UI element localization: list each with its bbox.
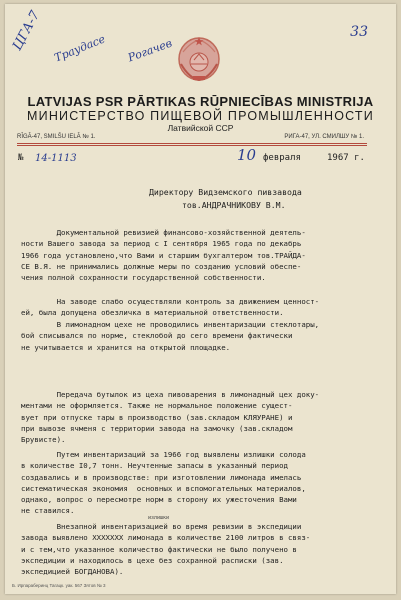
letterhead-divider-thin	[17, 145, 367, 146]
addressee-line-1: Директору Видземского пивзавода	[149, 187, 302, 197]
paragraph-5	[21, 449, 383, 517]
reference-month: февраля	[263, 153, 301, 163]
text-line: Брувисте).	[21, 435, 66, 445]
handwritten-note-2: Рогачев	[126, 36, 174, 65]
letterhead-divider	[17, 143, 367, 144]
text-line: в количестве I0,7 тонн. Неучтенные запасы в указанный период	[21, 461, 288, 471]
text-line: ментами не оформляется. Также не нормальное положение сущест-	[21, 401, 293, 411]
reference-year: 1967 г.	[327, 153, 365, 163]
text-line: вует при отпуске тары в производство (зав.складом КЛЯУРАНЕ) и	[21, 412, 293, 422]
paragraph-4	[21, 389, 383, 445]
text-line: экспедицией БОГДАНОВА).	[21, 567, 124, 577]
text-line: Путем инвентаризаций за 1966 год выявлены излишки солода	[21, 450, 306, 459]
reference-day: 10	[237, 146, 257, 164]
paragraph-6	[21, 521, 383, 577]
letterhead-address-latvian: RĪGĀ-47, SMILŠU IELĀ № 1.	[17, 134, 96, 140]
text-line: 1966 года установлено,что Вами и старшим бухгалтером тов.ТРАЙДА-	[21, 250, 306, 260]
addressee-line-2: тов.АНДРАЧНИКОВУ В.М.	[182, 200, 286, 210]
text-line: чения полной сохранности государственной собственности.	[21, 273, 266, 283]
text-line: не ставился.	[21, 506, 75, 516]
handwritten-archive-mark: ЦГА-7	[10, 8, 44, 54]
handwritten-sheet-number: 33	[350, 24, 368, 40]
text-line: В лимонадном цехе не проводились инвентаризации стеклотары,	[21, 319, 320, 329]
reference-number: 14-1113	[35, 153, 77, 164]
text-line: при вывозе ячменя с территории завода на замочку (зав.складом	[21, 423, 293, 433]
text-line: бой списывался по норме, стеклобой до сего времени фактически	[21, 330, 293, 340]
text-line: систематическая экономия основных и вспомогательных материалов,	[21, 483, 306, 493]
letterhead-latvian-title: LATVIJAS PSR PĀRTIKAS RŪPNIECĪBAS MINISTRIJA	[27, 94, 374, 109]
reference-number-label: №	[18, 153, 24, 163]
paragraph-2	[21, 296, 383, 341]
letterhead-republic: Латвийской ССР	[167, 123, 234, 133]
letterhead-address-russian: РИГА-47, УЛ. СМИЛШУ № 1.	[284, 134, 364, 140]
state-emblem-icon	[175, 34, 223, 84]
text-line: Внезапной инвентаризацией во время ревизии в экспедиции	[21, 522, 302, 531]
paragraph-1	[21, 227, 383, 283]
text-line: ности Вашего завода за период с I сентября 1965 года по декабрь	[21, 239, 302, 249]
print-footer: Б. Ирпараберинц Тагацк. уак. 567 Зятов № 3	[12, 583, 106, 588]
text-line: Документальной ревизией финансово-хозяйственной деятель-	[21, 228, 306, 237]
inserted-word: излишки	[148, 515, 170, 521]
letterhead-russian-title: МИНИСТЕРСТВО ПИЩЕВОЙ ПРОМЫШЛЕННОСТИ	[27, 109, 374, 123]
text-line: На заводе слабо осуществляли контроль за движением ценност-	[21, 297, 320, 306]
handwritten-note-1: Траудасе	[52, 32, 108, 65]
text-line: создавались и в производстве: при изготовлении лимонада имелась	[21, 472, 302, 482]
text-line: СЕ В.Я. не принимались должные меры по созданию условий обеспе-	[21, 261, 302, 271]
text-line: экспедиции и находилось в цехе без сохранной расписки (зав.	[21, 555, 284, 565]
text-line: завода выявлено ХХХХХХХ лимонада в количестве 2100 литров в связ-	[21, 533, 311, 543]
text-line: однако, вопрос о пересмотре норм в сторону их ужесточения Вами	[21, 495, 297, 505]
text-line: не учитывается и хранится на открытой площадке.	[21, 343, 231, 352]
text-line: и с тем,что указанное количество фактически не было получено в	[21, 544, 297, 554]
paragraph-3	[21, 342, 383, 353]
text-line: Передача бутылок из цеха пивоварения в лимонадный цех доку-	[21, 390, 320, 399]
document-page	[5, 4, 396, 594]
text-line: ей, была допущена обезличка в материальной ответственности.	[21, 308, 284, 318]
